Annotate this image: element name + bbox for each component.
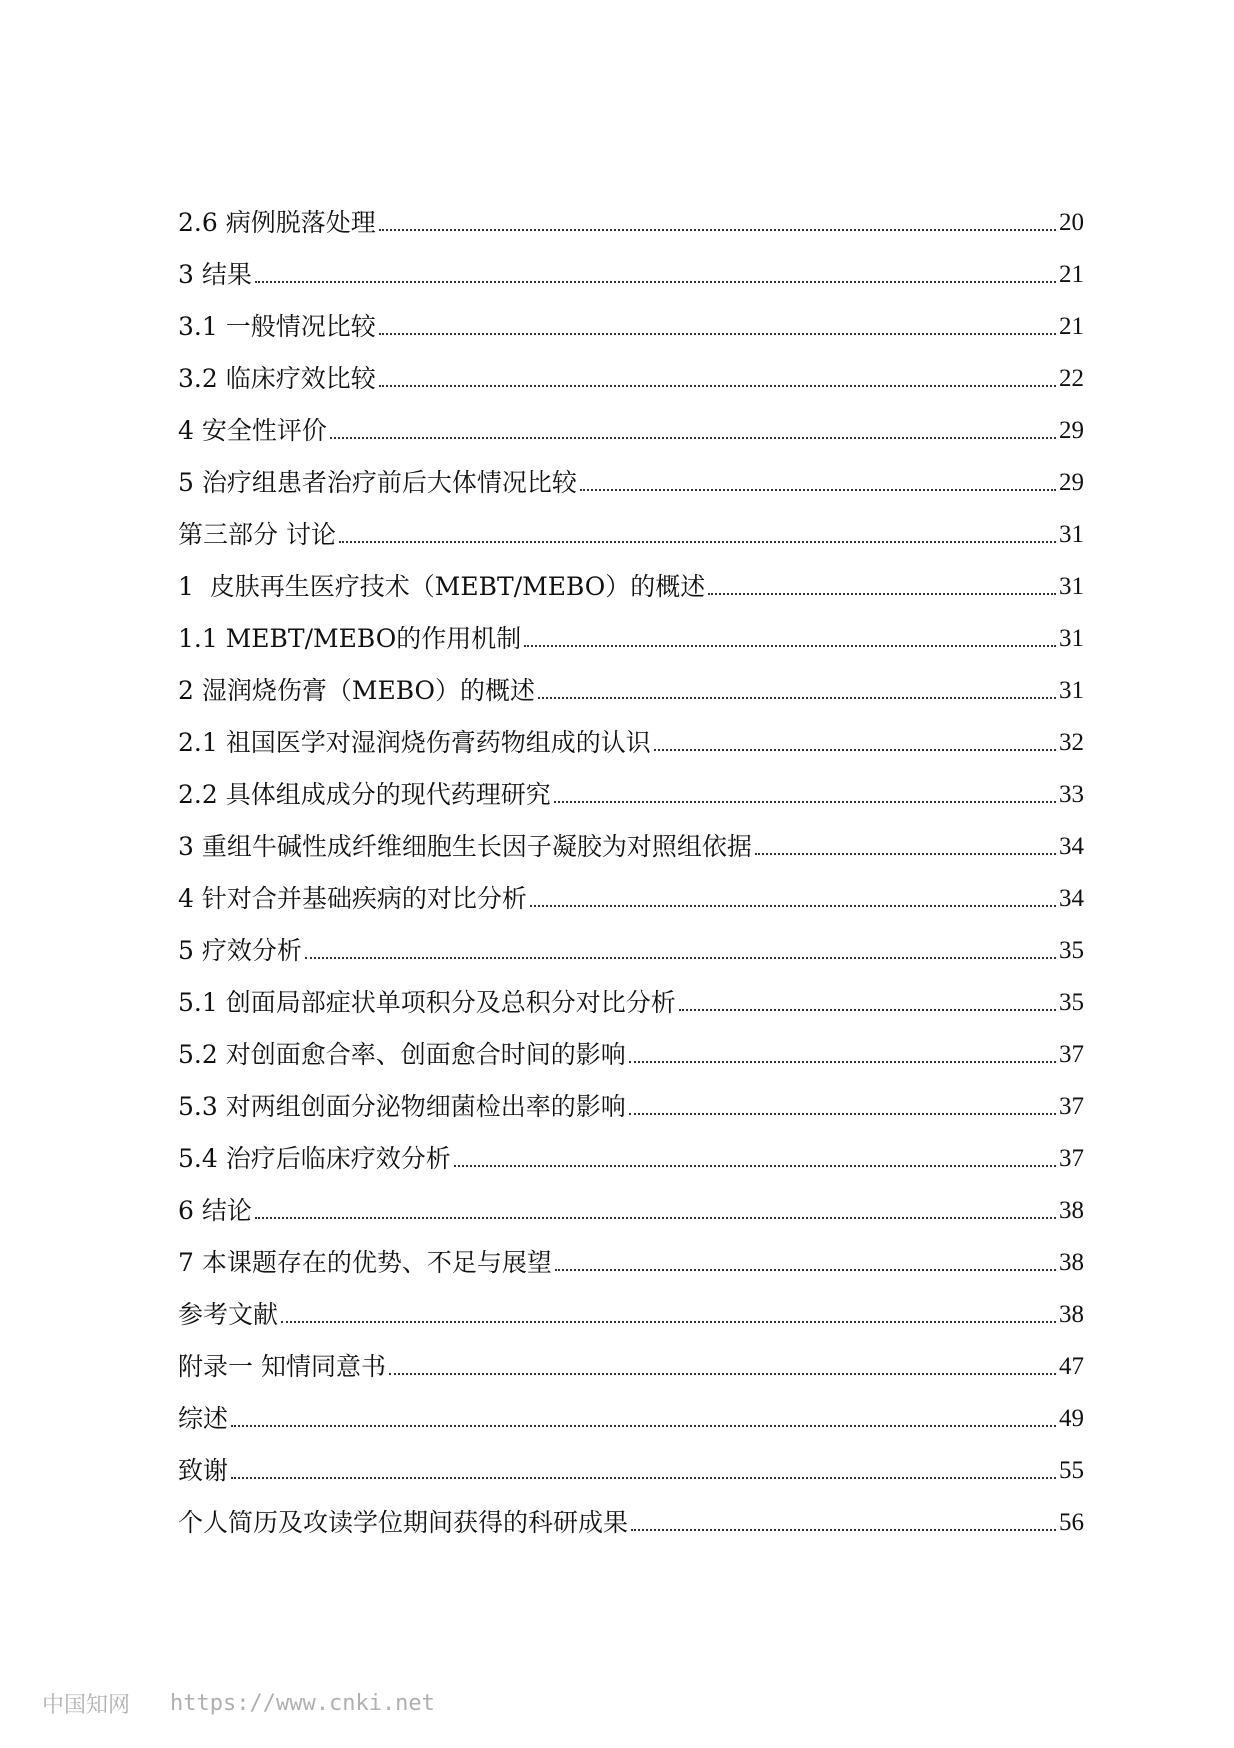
toc-leader-dots	[255, 1217, 1056, 1219]
toc-entry	[178, 654, 1084, 706]
toc-entry-page: 21	[1059, 313, 1084, 340]
toc-leader-dots	[631, 1529, 1056, 1531]
toc-leader-dots	[580, 489, 1056, 491]
toc-leader-dots	[629, 1113, 1056, 1115]
toc-entry-title: 1.1 MEBT/MEBO的作用机制	[178, 624, 522, 653]
toc-entry-title: 4 安全性评价	[178, 416, 327, 445]
toc-entry-page: 47	[1059, 1353, 1084, 1380]
toc-leader-dots	[708, 593, 1056, 595]
table-of-contents	[178, 186, 1084, 1538]
toc-entry-title: 2.2 具体组成成分的现代药理研究	[178, 780, 551, 809]
toc-entry-page: 32	[1059, 729, 1084, 756]
toc-leader-dots	[330, 437, 1056, 439]
toc-entry	[178, 498, 1084, 550]
toc-entry-title: 致谢	[178, 1456, 229, 1485]
toc-entry	[178, 966, 1084, 1018]
toc-entry-title: 7 本课题存在的优势、不足与展望	[178, 1248, 552, 1277]
toc-entry-page: 38	[1059, 1249, 1084, 1276]
toc-entry-page: 31	[1059, 625, 1084, 652]
toc-entry-title: 第三部分 讨论	[178, 520, 336, 549]
toc-entry	[178, 1122, 1084, 1174]
toc-entry-page: 31	[1059, 521, 1084, 548]
toc-entry	[178, 1330, 1084, 1382]
toc-leader-dots	[389, 1373, 1056, 1375]
toc-entry-title: 6 结论	[178, 1196, 252, 1225]
toc-entry-title: 3.1 一般情况比较	[178, 312, 376, 341]
toc-leader-dots	[231, 1477, 1056, 1479]
toc-entry	[178, 1278, 1084, 1330]
toc-entry-page: 31	[1059, 677, 1084, 704]
toc-entry-page: 35	[1059, 937, 1084, 964]
toc-entry	[178, 446, 1084, 498]
toc-entry-title: 5.3 对两组创面分泌物细菌检出率的影响	[178, 1092, 626, 1121]
toc-entry	[178, 810, 1084, 862]
toc-entry-title: 2 湿润烧伤膏（MEBO）的概述	[178, 676, 536, 705]
toc-leader-dots	[654, 749, 1056, 751]
toc-entry-title: 附录一 知情同意书	[178, 1352, 386, 1381]
toc-entry	[178, 758, 1084, 810]
toc-entry-page: 56	[1059, 1509, 1084, 1536]
toc-entry	[178, 186, 1084, 238]
toc-entry-page: 37	[1059, 1093, 1084, 1120]
toc-leader-dots	[530, 905, 1056, 907]
page-footer	[42, 1688, 435, 1719]
toc-entry-page: 31	[1059, 573, 1084, 600]
toc-entry-title: 3.2 临床疗效比较	[178, 364, 376, 393]
toc-entry-title: 5 疗效分析	[178, 936, 302, 965]
toc-entry-page: 22	[1059, 365, 1084, 392]
toc-leader-dots	[379, 385, 1056, 387]
toc-entry-title: 5.1 创面局部症状单项积分及总积分对比分析	[178, 988, 676, 1017]
toc-entry	[178, 238, 1084, 290]
toc-entry-page: 55	[1059, 1457, 1084, 1484]
toc-leader-dots	[379, 333, 1056, 335]
toc-entry	[178, 1434, 1084, 1486]
toc-entry	[178, 1018, 1084, 1070]
toc-entry-page: 35	[1059, 989, 1084, 1016]
toc-entry-title: 3 重组牛碱性成纤维细胞生长因子凝胶为对照组依据	[178, 832, 752, 861]
toc-entry-page: 29	[1059, 417, 1084, 444]
toc-entry	[178, 1486, 1084, 1538]
cnki-logo: 中国知网	[42, 1693, 131, 1718]
toc-entry-title: 3 结果	[178, 260, 252, 289]
toc-entry	[178, 550, 1084, 602]
toc-entry-title: 综述	[178, 1404, 229, 1433]
toc-leader-dots	[339, 541, 1056, 543]
toc-entry-title: 5.4 治疗后临床疗效分析	[178, 1144, 451, 1173]
toc-entry-page: 21	[1059, 261, 1084, 288]
toc-leader-dots	[231, 1425, 1056, 1427]
toc-leader-dots	[255, 281, 1056, 283]
toc-entry	[178, 1174, 1084, 1226]
toc-leader-dots	[305, 957, 1056, 959]
toc-entry-page: 49	[1059, 1405, 1084, 1432]
toc-entry	[178, 394, 1084, 446]
toc-entry-title: 1 皮肤再生医疗技术（MEBT/MEBO）的概述	[178, 572, 706, 601]
toc-leader-dots	[555, 1269, 1056, 1271]
toc-entry-title: 5.2 对创面愈合率、创面愈合时间的影响	[178, 1040, 626, 1069]
toc-entry-page: 37	[1059, 1145, 1084, 1172]
toc-entry-title: 4 针对合并基础疾病的对比分析	[178, 884, 527, 913]
toc-leader-dots	[524, 645, 1056, 647]
toc-entry-title: 个人简历及攻读学位期间获得的科研成果	[178, 1508, 629, 1537]
toc-entry-page: 34	[1059, 885, 1084, 912]
toc-entry-page: 38	[1059, 1197, 1084, 1224]
toc-entry-title: 2.6 病例脱落处理	[178, 208, 376, 237]
toc-leader-dots	[679, 1009, 1056, 1011]
toc-entry-title: 5 治疗组患者治疗前后大体情况比较	[178, 468, 577, 497]
toc-leader-dots	[454, 1165, 1056, 1167]
toc-entry	[178, 1070, 1084, 1122]
toc-leader-dots	[629, 1061, 1056, 1063]
toc-entry	[178, 862, 1084, 914]
toc-entry-title: 2.1 祖国医学对湿润烧伤膏药物组成的认识	[178, 728, 651, 757]
toc-entry	[178, 342, 1084, 394]
toc-leader-dots	[538, 697, 1056, 699]
toc-entry	[178, 706, 1084, 758]
toc-entry	[178, 1226, 1084, 1278]
toc-entry-page: 20	[1059, 209, 1084, 236]
cnki-url: https://www.cnki.net	[170, 1691, 435, 1716]
toc-leader-dots	[755, 853, 1056, 855]
toc-entry-page: 37	[1059, 1041, 1084, 1068]
toc-entry	[178, 1382, 1084, 1434]
toc-entry-page: 34	[1059, 833, 1084, 860]
toc-entry-page: 33	[1059, 781, 1084, 808]
toc-leader-dots	[379, 229, 1056, 231]
toc-leader-dots	[281, 1321, 1056, 1323]
toc-entry-page: 38	[1059, 1301, 1084, 1328]
toc-leader-dots	[554, 801, 1056, 803]
toc-entry	[178, 914, 1084, 966]
toc-entry-title: 参考文献	[178, 1300, 279, 1329]
toc-entry-page: 29	[1059, 469, 1084, 496]
toc-entry	[178, 290, 1084, 342]
toc-entry	[178, 602, 1084, 654]
